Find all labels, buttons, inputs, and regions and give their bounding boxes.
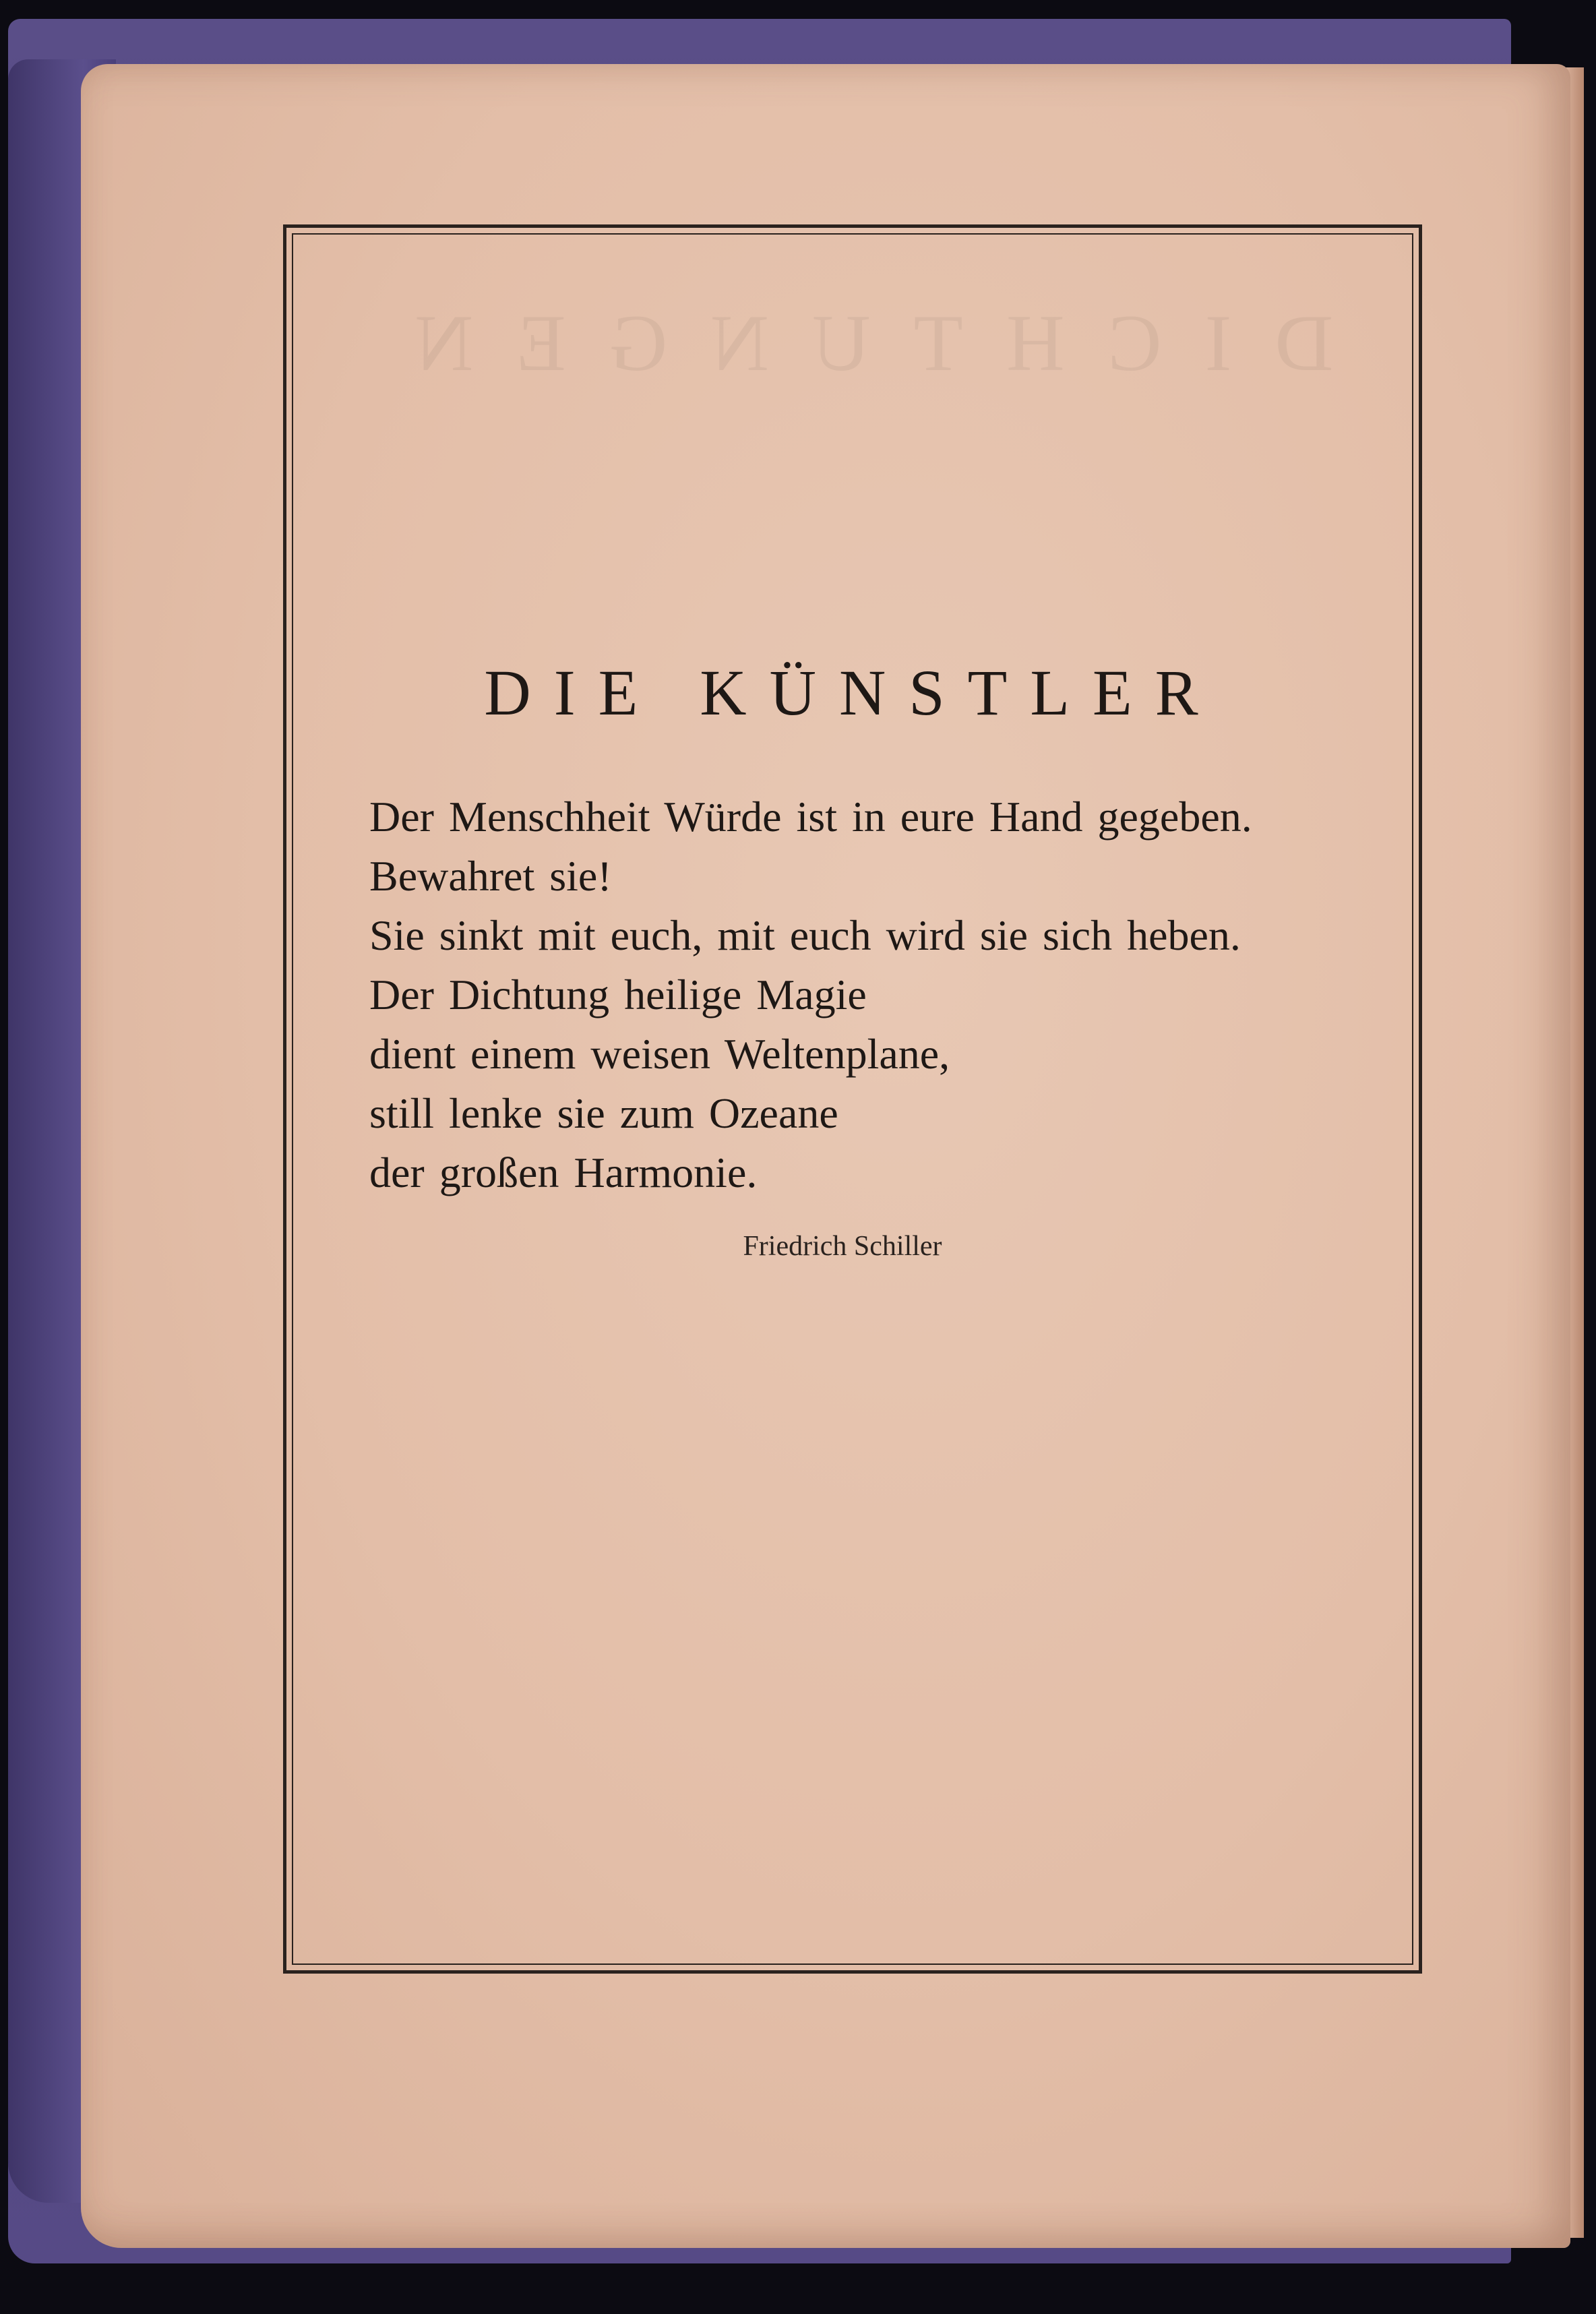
poem-body: [369, 787, 1394, 1202]
poem-author: Friedrich Schiller: [743, 1231, 942, 1262]
poem-line: Der Dichtung heilige Magie: [369, 971, 867, 1018]
poem-line: Sie sinkt mit euch, mit euch wird sie sich heben.: [369, 911, 1241, 959]
poem-line: der großen Harmonie.: [369, 1149, 758, 1196]
poem-line: Bewahret sie!: [369, 852, 612, 900]
bleed-through-title: DICHTUNGEN: [371, 298, 1334, 388]
poem-title: DIE KÜNSTLER: [484, 657, 1221, 729]
poem-line: Der Menschheit Würde ist in eure Hand gegeben.: [369, 793, 1252, 841]
poem-line: still lenke sie zum Ozeane: [369, 1089, 838, 1137]
poem-line: dient einem weisen Weltenplane,: [369, 1030, 950, 1078]
